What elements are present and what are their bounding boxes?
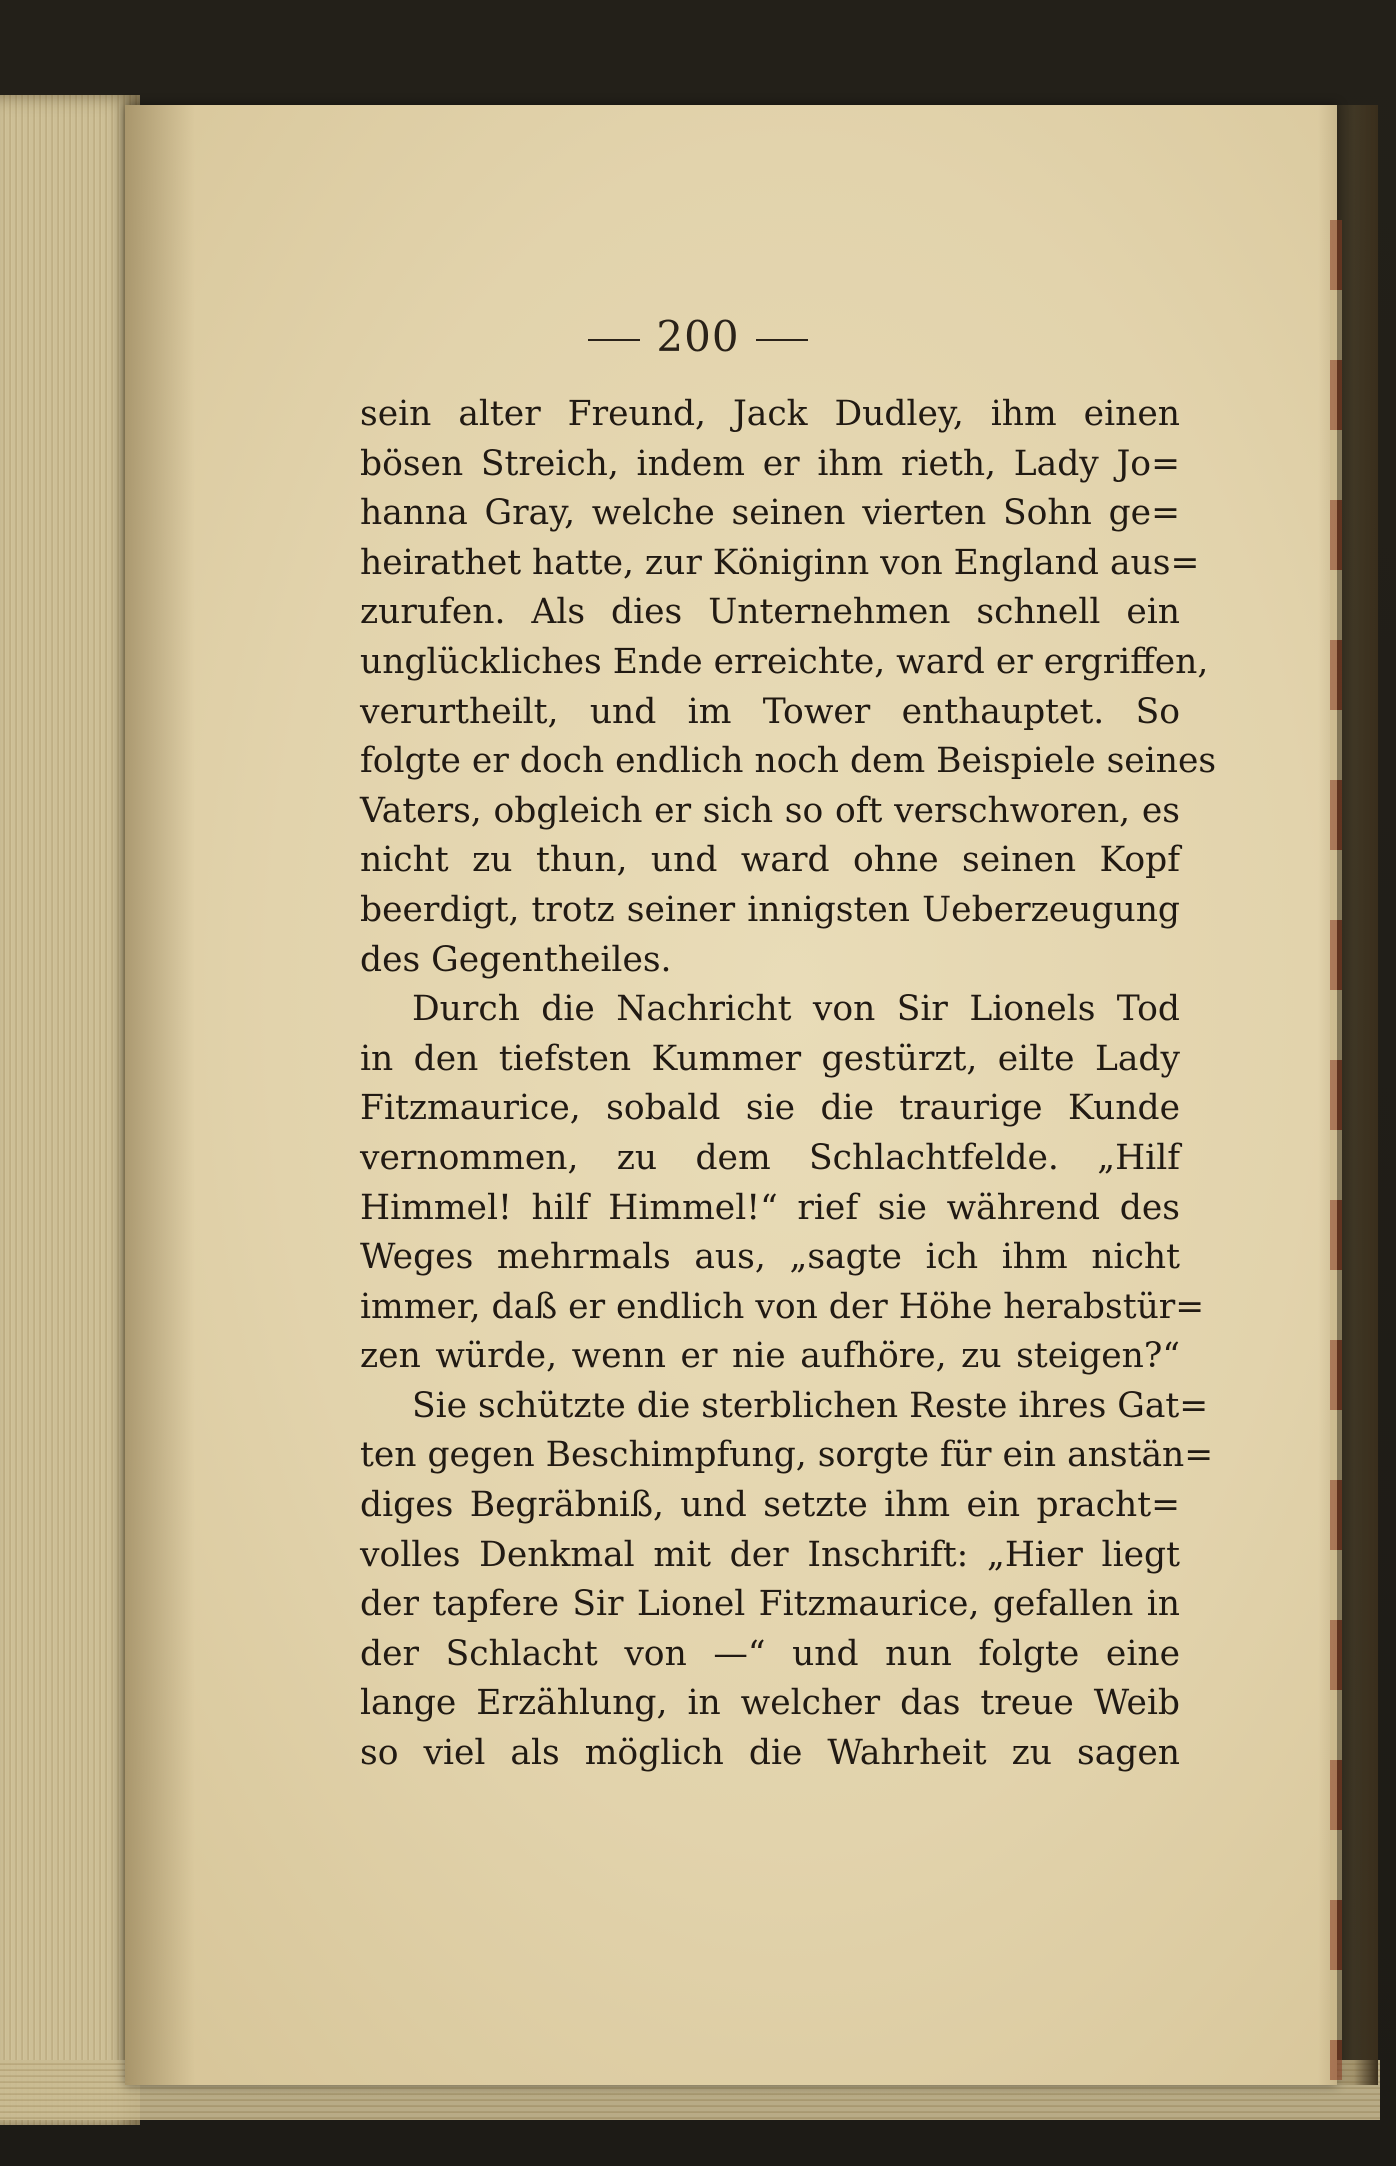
text-line: folgte er doch endlich noch dem Beispiele seines <box>360 741 1217 782</box>
text-line: volles Denkmal mit der Inschrift: „Hier liegt <box>360 1534 1180 1575</box>
text-line: ten gegen Beschimpfung, sorgte für ein anstän= <box>360 1435 1214 1476</box>
text-line: hanna Gray, welche seinen vierten Sohn ge= <box>360 493 1180 534</box>
text-line: heirathet hatte, zur Königinn von England aus= <box>360 542 1200 583</box>
text-line: Himmel! hilf Himmel!“ rief sie während des <box>360 1187 1180 1228</box>
page-number-dash-right <box>756 339 808 341</box>
text-line: der Schlacht von —“ und nun folgte eine <box>360 1633 1180 1674</box>
facing-page-edge <box>1330 220 1342 2080</box>
gutter-shadow <box>125 105 195 2085</box>
text-line: diges Begräbniß, und setzte ihm ein pracht= <box>360 1485 1180 1526</box>
page-number <box>0 312 1396 361</box>
book-page-edges <box>0 95 140 2125</box>
text-line: der tapfere Sir Lionel Fitzmaurice, gefallen in <box>360 1584 1180 1625</box>
text-line: Sie schützte die sterblichen Reste ihres Gat= <box>412 1385 1209 1426</box>
text-line: lange Erzählung, in welcher das treue Weib <box>360 1683 1180 1724</box>
page-number-value: 200 <box>656 312 740 361</box>
text-line: Durch die Nachricht von Sir Lionels Tod <box>412 989 1180 1030</box>
text-line: vernommen, zu dem Schlachtfelde. „Hilf <box>360 1137 1180 1178</box>
text-line: unglückliches Ende erreichte, ward er ergriffen, <box>360 641 1209 682</box>
text-line: Weges mehrmals aus, „sagte ich ihm nicht <box>360 1237 1180 1278</box>
page-number-dash-left <box>588 339 640 341</box>
text-line: nicht zu thun, und ward ohne seinen Kopf <box>360 840 1180 881</box>
text-line: zurufen. Als dies Unternehmen schnell ein <box>360 592 1180 633</box>
text-line: sein alter Freund, Jack Dudley, ihm einen <box>360 394 1180 434</box>
text-line: verurtheilt, und im Tower enthauptet. So <box>360 691 1180 732</box>
text-line: des Gegentheiles. <box>360 939 672 980</box>
text-line: immer, daß er endlich von der Höhe herabstür= <box>360 1286 1205 1327</box>
body-text <box>360 390 1217 1779</box>
text-line: in den tiefsten Kummer gestürzt, eilte Lady <box>360 1038 1180 1079</box>
text-line: so viel als möglich die Wahrheit zu sagen <box>360 1733 1180 1774</box>
text-line: zen würde, wenn er nie aufhöre, zu steigen?“ <box>360 1336 1180 1377</box>
text-line: Vaters, obgleich er sich so oft verschworen, es <box>360 790 1180 831</box>
page-right-edge <box>1318 105 1378 2085</box>
text-line: bösen Streich, indem er ihm rieth, Lady Jo= <box>360 443 1180 484</box>
text-line: Fitzmaurice, sobald sie die traurige Kunde <box>360 1088 1180 1129</box>
text-line: beerdigt, trotz seiner innigsten Ueberzeugung <box>360 889 1180 930</box>
